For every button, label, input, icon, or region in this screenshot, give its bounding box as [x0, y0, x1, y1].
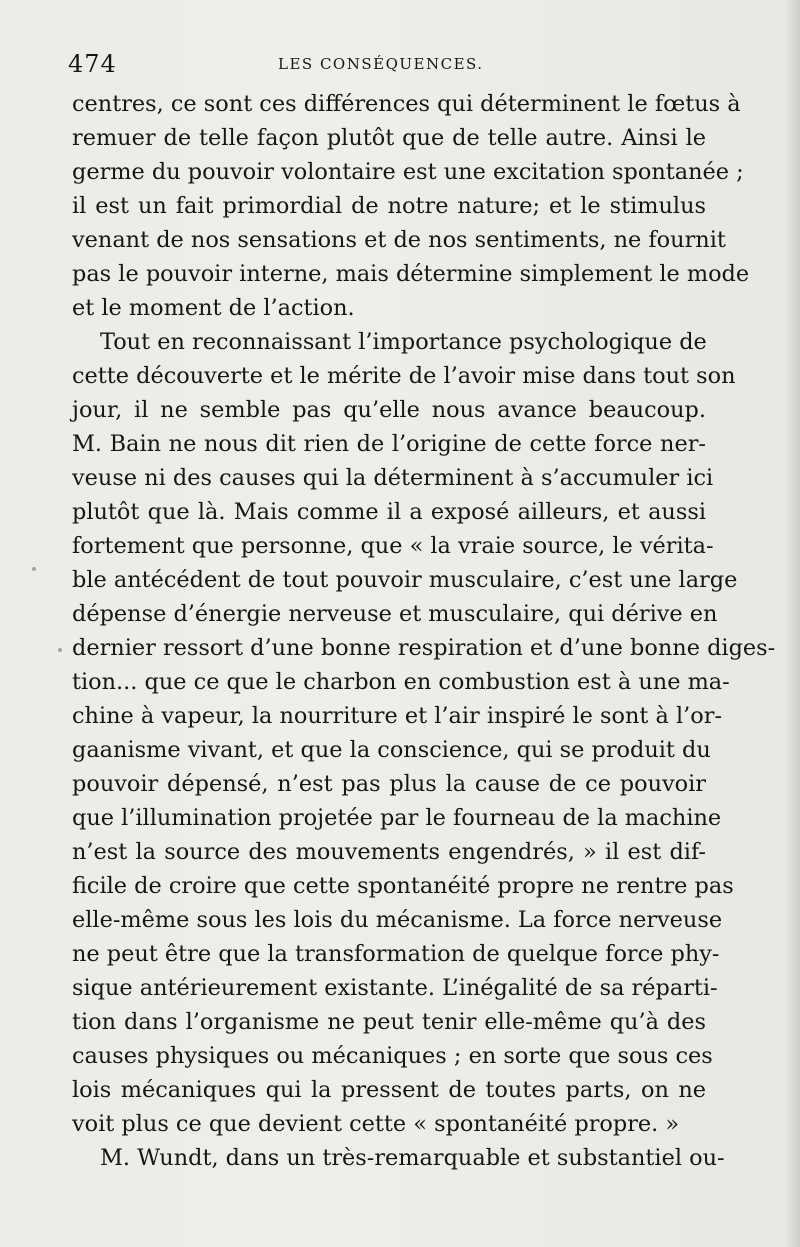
running-head — [68, 50, 708, 80]
text-line: germe du pouvoir volontaire est une excitation spontanée ; — [72, 159, 744, 185]
page-number: 474 — [68, 50, 117, 78]
text-line: M. Bain ne nous dit rien de l’origine de cette force ner- — [72, 431, 706, 457]
text-line: venant de nos sensations et de nos sentiments, ne fournit — [72, 227, 726, 253]
text-line: n’est la source des mouvements engendrés, » il est dif- — [72, 839, 706, 865]
running-title: LES CONSÉQUENCES. — [278, 55, 484, 73]
text-line: Tout en reconnaissant l’importance psychologique de — [100, 329, 707, 355]
text-line: remuer de telle façon plutôt que de telle autre. Ainsi le — [72, 125, 706, 151]
text-line: jour, il ne semble pas qu’elle nous avance beaucoup. — [72, 397, 706, 423]
text-line: veuse ni des causes qui la déterminent à s’accumuler ici — [72, 465, 714, 491]
ink-speck — [32, 567, 36, 571]
text-line: gaanisme vivant, et que la conscience, qui se produit du — [72, 737, 711, 763]
text-line: lois mécaniques qui la pressent de toutes parts, on ne — [72, 1077, 706, 1103]
text-line: ne peut être que la transformation de quelque force phy- — [72, 941, 720, 967]
text-line: fortement que personne, que « la vraie source, le vérita- — [72, 533, 714, 559]
text-line: dernier ressort d’une bonne respiration et d’une bonne diges- — [72, 635, 776, 661]
text-line: pas le pouvoir interne, mais détermine simplement le mode — [72, 261, 750, 287]
text-line: elle-même sous les lois du mécanisme. La force nerveuse — [72, 907, 723, 933]
text-line: cette découverte et le mérite de l’avoir mise dans tout son — [72, 363, 736, 389]
text-line: ficile de croire que cette spontanéité propre ne rentre pas — [72, 873, 734, 899]
text-line: voit plus ce que devient cette « spontanéité propre. » — [72, 1111, 680, 1137]
text-line: ble antécédent de tout pouvoir musculaire, c’est une large — [72, 567, 738, 593]
text-line: dépense d’énergie nerveuse et musculaire, qui dérive en — [72, 601, 718, 627]
text-line: et le moment de l’action. — [72, 295, 355, 321]
page-edge-shadow — [786, 0, 800, 1247]
text-line: sique antérieurement existante. L’inégalité de sa réparti- — [72, 975, 718, 1001]
text-line: chine à vapeur, la nourriture et l’air inspiré le sont à l’or- — [72, 703, 723, 729]
text-line: M. Wundt, dans un très-remarquable et substantiel ou- — [100, 1145, 725, 1171]
text-line: plutôt que là. Mais comme il a exposé ailleurs, et aussi — [72, 499, 706, 525]
text-line: causes physiques ou mécaniques ; en sorte que sous ces — [72, 1043, 713, 1069]
text-line: que l’illumination projetée par le fourneau de la machine — [72, 805, 722, 831]
ink-speck — [58, 648, 62, 652]
text-line: centres, ce sont ces différences qui déterminent le fœtus à — [72, 91, 741, 117]
text-line: tion dans l’organisme ne peut tenir elle-même qu’à des — [72, 1009, 706, 1035]
text-line: il est un fait primordial de notre nature; et le stimulus — [72, 193, 706, 219]
text-line: pouvoir dépensé, n’est pas plus la cause de ce pouvoir — [72, 771, 706, 797]
text-line: tion... que ce que le charbon en combustion est à une ma- — [72, 669, 730, 695]
